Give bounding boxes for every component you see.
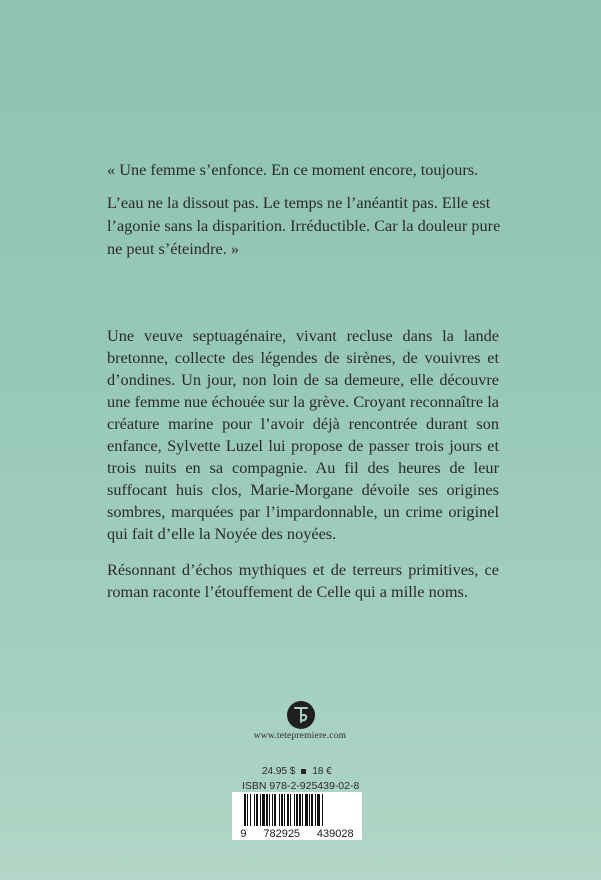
barcode-digit-lead: 9 <box>240 828 247 840</box>
barcode-bar <box>305 794 308 826</box>
barcode-bar <box>247 794 248 826</box>
separator-dot <box>301 769 306 774</box>
barcode-bar <box>311 794 313 826</box>
barcode-bar <box>287 794 289 826</box>
barcode-bar <box>299 794 301 826</box>
barcode-bar <box>260 794 261 826</box>
barcode-bar <box>272 794 273 826</box>
barcode-bar <box>274 794 276 826</box>
barcode-bar <box>250 794 251 826</box>
barcode-bar <box>279 794 280 826</box>
barcode-bar <box>281 794 283 826</box>
barcode-bar <box>266 794 268 826</box>
barcode-bar <box>322 794 323 826</box>
barcode-bar <box>309 794 310 826</box>
barcode-digit-left: 782925 <box>263 828 301 840</box>
price-cad: 24.95 $ <box>262 766 296 777</box>
publisher-logo-icon <box>286 700 316 730</box>
barcode-bar <box>317 794 320 826</box>
barcode-bar <box>302 794 303 826</box>
isbn: ISBN 978-2-925439-02-8 <box>242 780 360 792</box>
barcode-bar <box>254 794 255 826</box>
quote-paragraph-2: L’eau ne la dissout pas. Le temps ne l’anéantit pas. Elle est l’agonie sans la disparition. Irréductible. Car la douleur pure ne peut s’éteindre. » <box>107 193 501 258</box>
price-eur: 18 € <box>312 766 332 777</box>
barcode-bar <box>262 794 265 826</box>
barcode-bars <box>244 794 350 828</box>
barcode-digits <box>232 828 362 840</box>
barcode-digit-right: 439028 <box>316 828 354 840</box>
epigraph-quote <box>107 158 507 270</box>
quote-line-1: « Une femme s’enfonce. En ce moment encore, toujours. <box>107 160 479 179</box>
barcode-bar <box>269 794 270 826</box>
summary-paragraph-1: Une veuve septuagénaire, vivant recluse dans la lande bretonne, collecte des légendes de sirènes, de vouivres et d’ondines. Un jour, non loin de sa demeure, elle découvre une femme nue échouée sur la grève. Croyant reconnaître la créature marine pour l’avoir déjà rencontrée durant son enfance, Sylvette Luzel lui propose de passer trois jours et trois nuits en sa compagnie. Au fil des heures de leur suffocant huis clos, Marie-Morgane dévoile ses origines sombres, marquées par l’impardonnable, un crime originel qui fait d’elle la Noyée des noyées. <box>107 326 499 543</box>
price-line <box>262 766 332 777</box>
barcode <box>232 792 362 840</box>
barcode-bar <box>294 794 295 826</box>
barcode-bar <box>256 794 258 826</box>
book-summary <box>107 325 499 617</box>
barcode-bar <box>296 794 298 826</box>
summary-paragraph-2: Résonnant d’échos mythiques et de terreurs primitives, ce roman raconte l’étouffement de Celle qui a mille noms. <box>107 560 499 601</box>
publisher-website: www.tetepremiere.com <box>253 731 347 741</box>
barcode-bar <box>284 794 285 826</box>
barcode-bar <box>315 794 316 826</box>
barcode-bar <box>244 794 246 826</box>
barcode-bar <box>290 794 291 826</box>
